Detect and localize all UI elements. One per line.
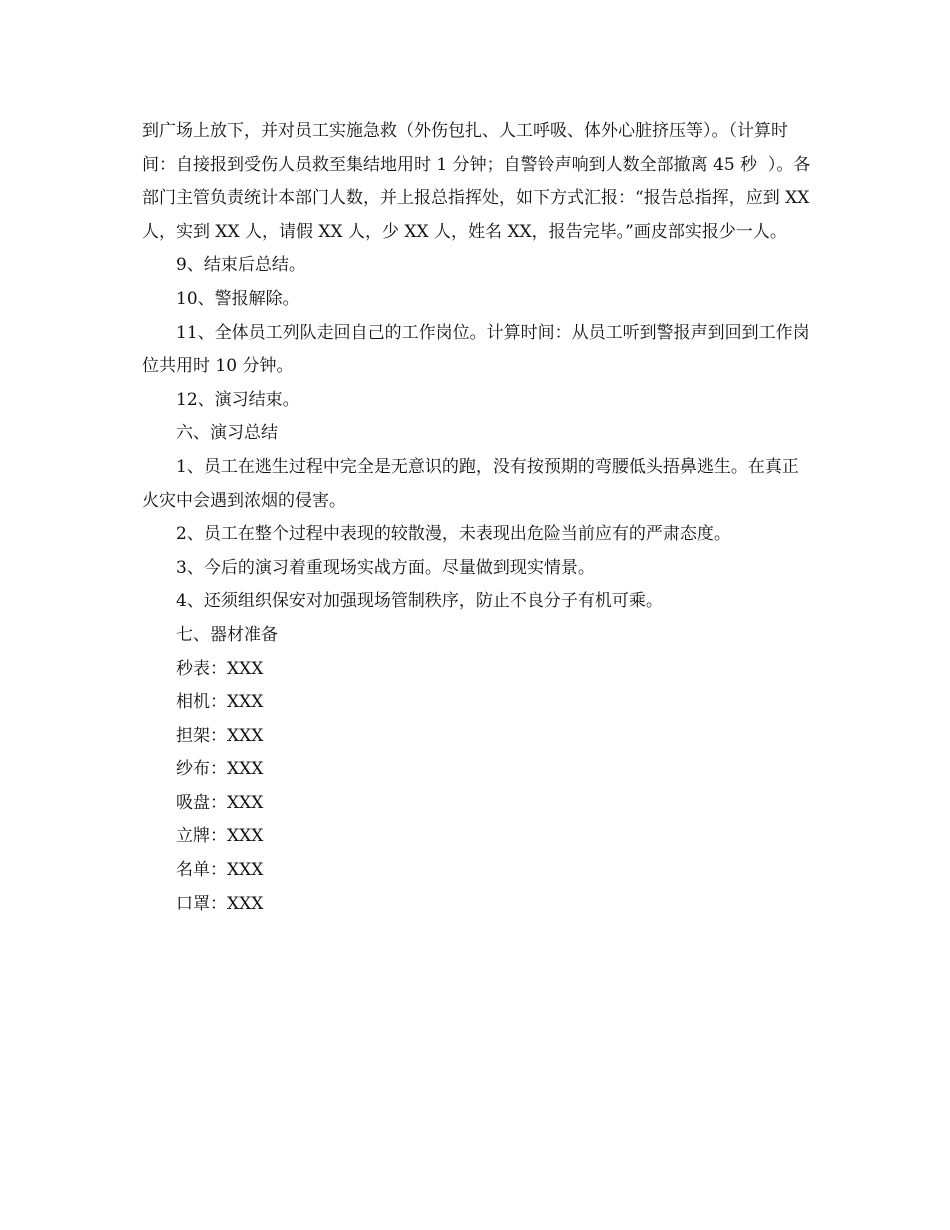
summary-item-1: 1、员工在逃生过程中完全是无意识的跑，没有按预期的弯腰低头捂鼻逃生。在真正火灾中会遇到浓烟的侵害。 xyxy=(142,456,799,511)
equipment-item-mask: 口罩：XXX xyxy=(176,893,264,914)
paragraph-emergency-report: 到广场上放下，并对员工实施急救（外伤包扎、人工呼吸、体外心脏挤压等）。（计算时间：自接报到受伤人员救至集结地用时 1 分钟；自警铃声响到人数全部撤离 45 秒 ）。各部门主管负责统计本部门人数，并上报总指挥处，如下方式汇报：“报告总指挥，应到 XX 人，实到 XX 人，请假 XX 人，少 XX 人，姓名 XX，报告完毕。”画皮部实报少一人。 xyxy=(142,121,815,242)
paragraph-item-9: 9、结束后总结。 xyxy=(176,255,306,276)
paragraph-item-12: 12、演习结束。 xyxy=(176,389,300,410)
equipment-item-suction-cup: 吸盘：XXX xyxy=(176,792,264,813)
summary-item-3: 3、今后的演习着重现场实战方面。尽量做到现实情景。 xyxy=(176,557,595,578)
equipment-item-camera: 相机：XXX xyxy=(176,692,264,713)
equipment-item-sign: 立牌：XXX xyxy=(176,826,264,847)
summary-item-4: 4、还须组织保安对加强现场管制秩序，防止不良分子有机可乘。 xyxy=(176,591,663,612)
equipment-item-stretcher: 担架：XXX xyxy=(176,725,264,746)
section-heading-summary: 六、演习总结 xyxy=(176,423,278,444)
equipment-item-stopwatch: 秒表：XXX xyxy=(176,658,264,679)
paragraph-item-11: 11、全体员工列队走回自己的工作岗位。计算时间：从员工听到警报声到回到工作岗位共用时 10 分钟。 xyxy=(142,322,810,377)
document-body xyxy=(142,115,815,921)
equipment-item-roster: 名单：XXX xyxy=(176,860,264,881)
paragraph-item-10: 10、警报解除。 xyxy=(176,288,300,309)
section-heading-equipment: 七、器材准备 xyxy=(176,624,278,645)
equipment-item-gauze: 纱布：XXX xyxy=(176,759,264,780)
summary-item-2: 2、员工在整个过程中表现的较散漫，未表现出危险当前应有的严肃态度。 xyxy=(176,524,731,545)
